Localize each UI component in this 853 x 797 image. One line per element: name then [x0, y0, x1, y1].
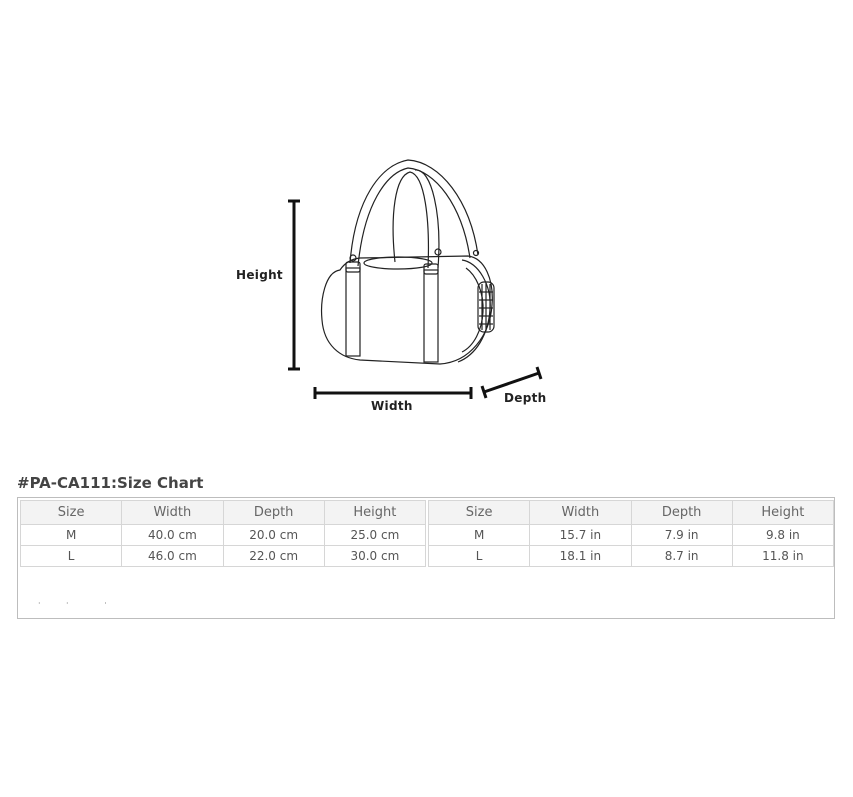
table-cell: 7.9 in	[631, 525, 732, 546]
header-cell: Width	[122, 501, 223, 525]
height-label: Height	[236, 268, 283, 282]
table-cell: 40.0 cm	[122, 525, 223, 546]
table-cell: 15.7 in	[530, 525, 631, 546]
table-cell: 11.8 in	[732, 546, 833, 567]
table-header-row	[21, 501, 426, 525]
table-cell: 46.0 cm	[122, 546, 223, 567]
header-cell: Width	[530, 501, 631, 525]
header-cell: Size	[429, 501, 530, 525]
size-table-metric	[20, 500, 426, 567]
table-cell: 8.7 in	[631, 546, 732, 567]
header-cell: Height	[732, 501, 833, 525]
height-dimension-line	[288, 201, 300, 369]
size-chart-container	[17, 497, 835, 619]
table-cell: L	[21, 546, 122, 567]
header-cell: Depth	[223, 501, 324, 525]
header-cell: Height	[324, 501, 425, 525]
width-label: Width	[371, 399, 413, 413]
table-cell: L	[429, 546, 530, 567]
size-table-imperial	[428, 500, 834, 567]
table-row	[21, 525, 426, 546]
table-cell: M	[429, 525, 530, 546]
table-row	[429, 525, 834, 546]
table-cell: 30.0 cm	[324, 546, 425, 567]
table-cell: 18.1 in	[530, 546, 631, 567]
carrier-bag-drawing	[322, 160, 494, 364]
depth-label: Depth	[504, 391, 547, 405]
table-cell: 20.0 cm	[223, 525, 324, 546]
table-row	[21, 546, 426, 567]
header-cell: Size	[21, 501, 122, 525]
table-cell: 25.0 cm	[324, 525, 425, 546]
table-header-row	[429, 501, 834, 525]
width-dimension-line	[315, 387, 471, 399]
table-cell: 22.0 cm	[223, 546, 324, 567]
table-cell: 9.8 in	[732, 525, 833, 546]
size-chart-title: #PA-CA111:Size Chart	[17, 474, 204, 492]
table-cell: M	[21, 525, 122, 546]
faint-dots-decoration: · · ·	[38, 599, 107, 608]
table-row	[429, 546, 834, 567]
header-cell: Depth	[631, 501, 732, 525]
